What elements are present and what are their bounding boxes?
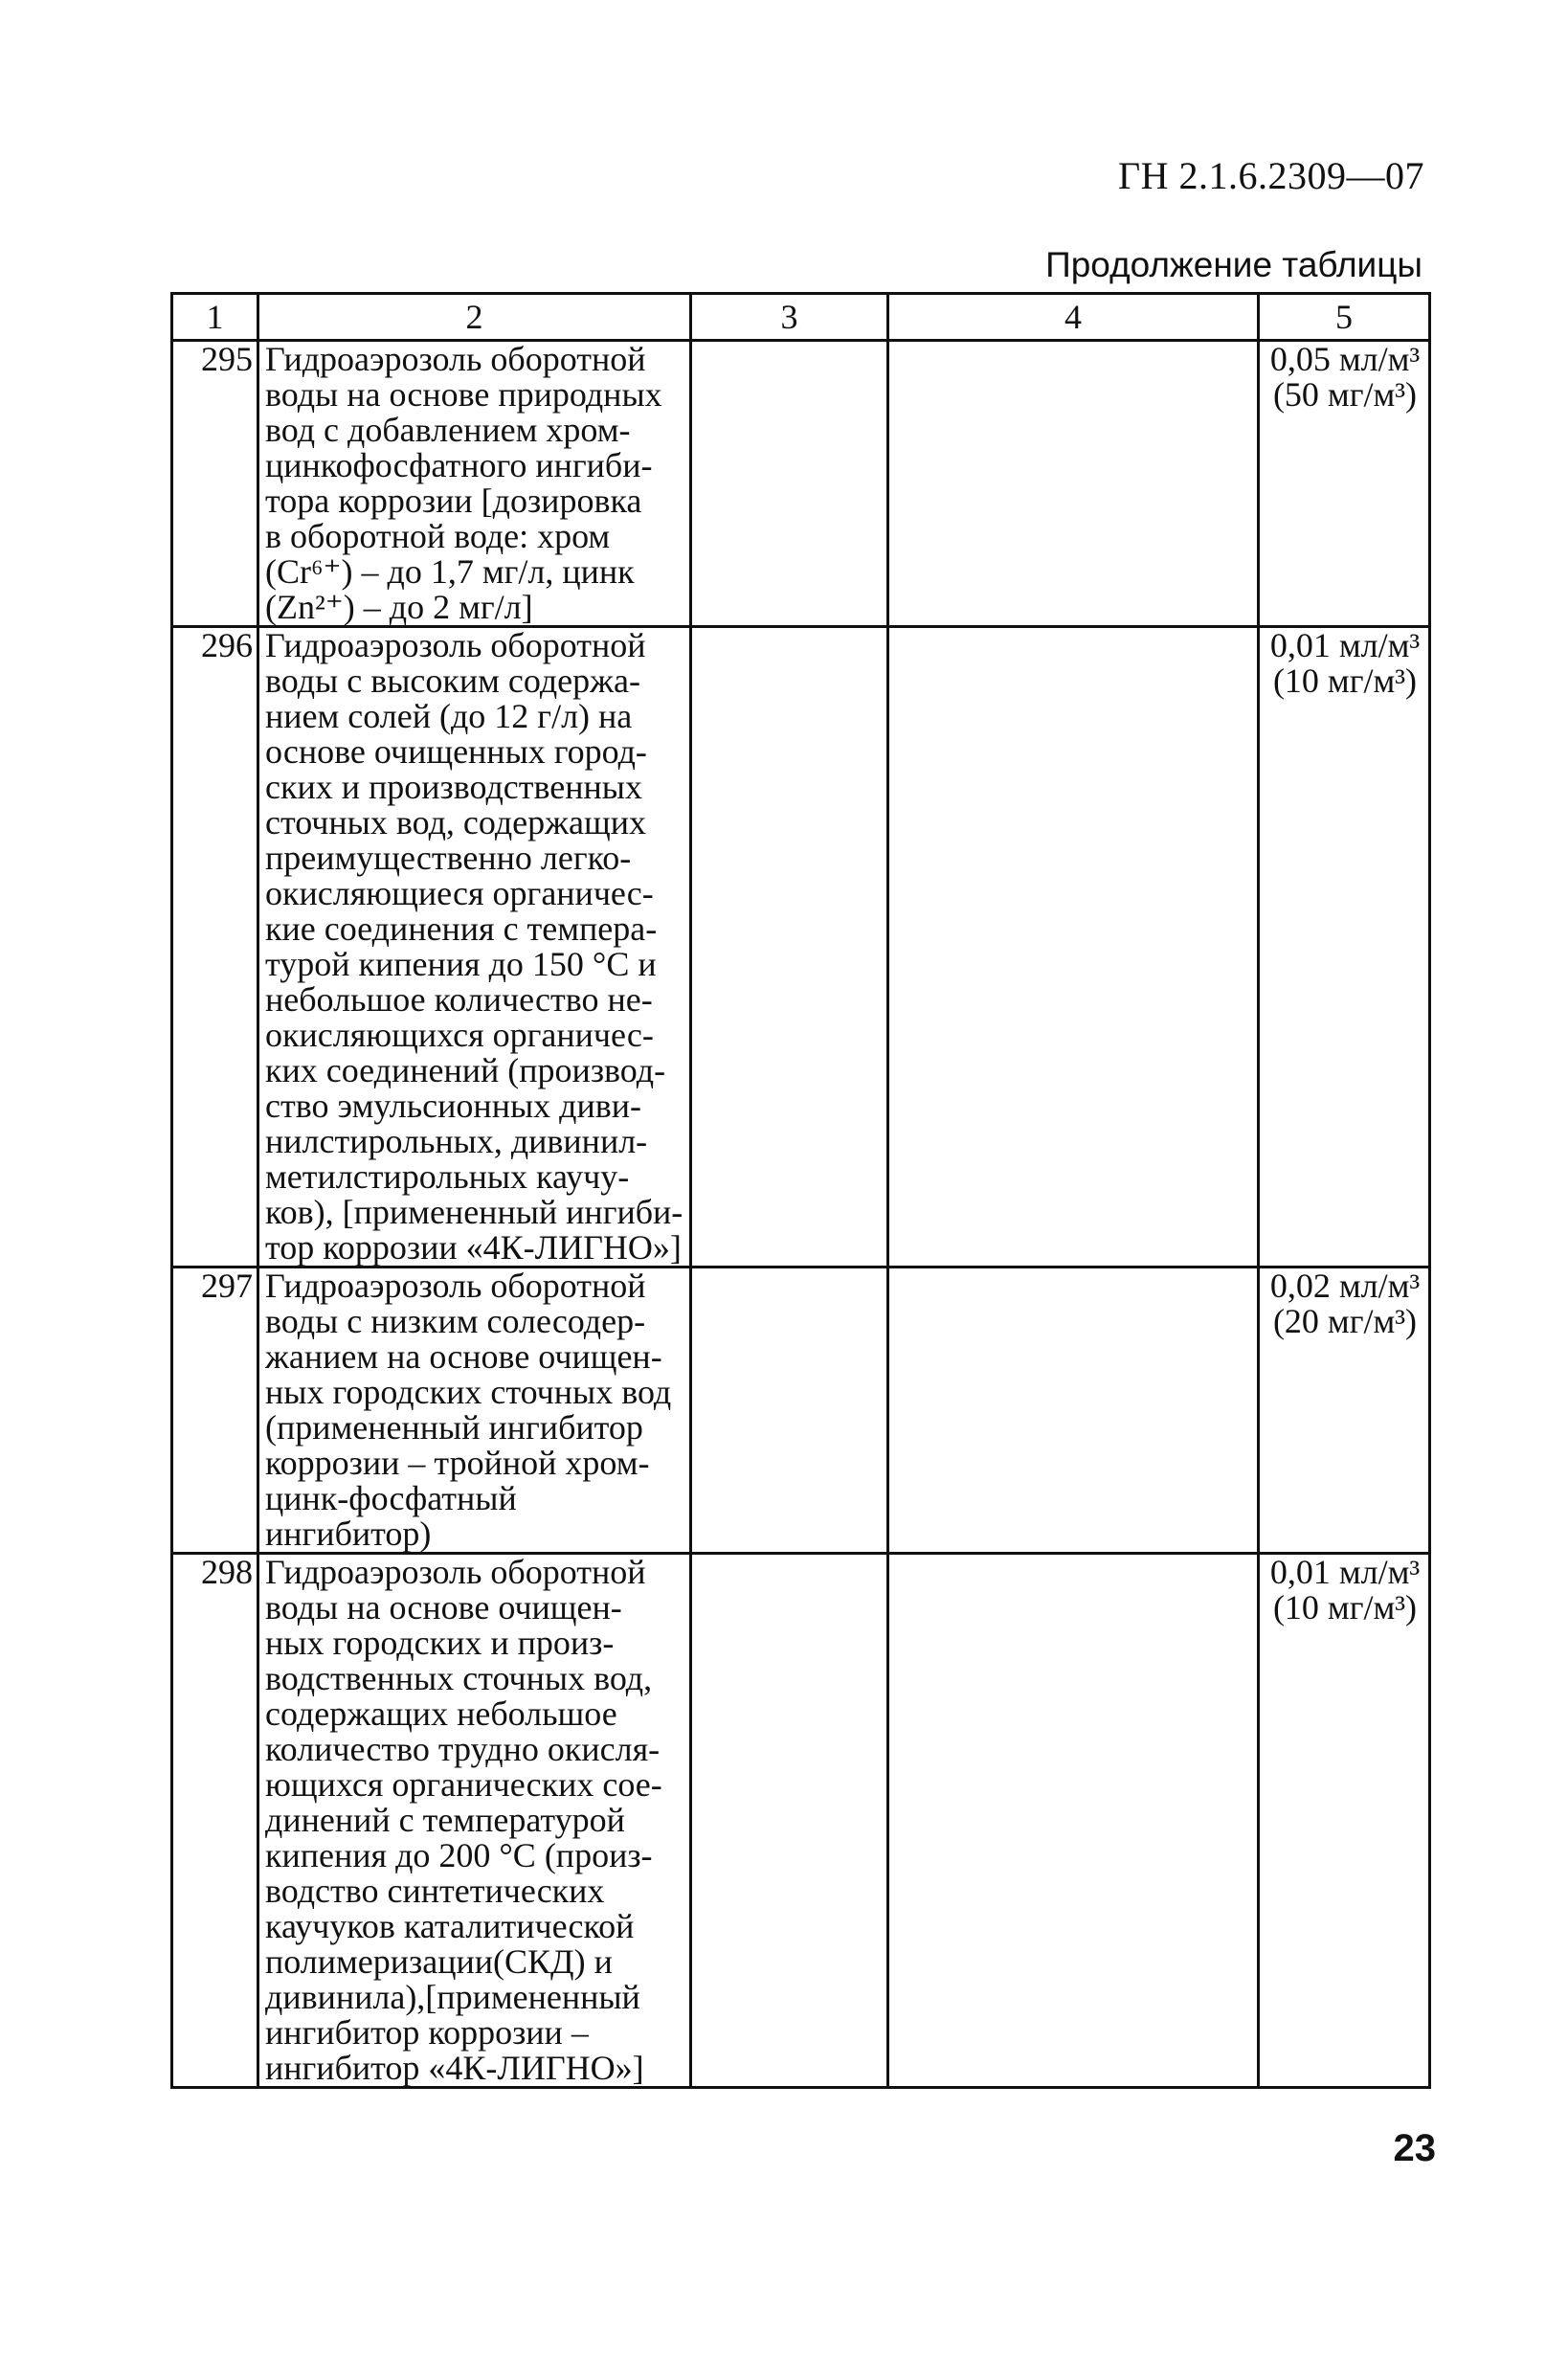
- column-header-5: 5: [1259, 294, 1430, 341]
- page-number: 23: [1393, 2127, 1436, 2169]
- column-header-2: 2: [258, 294, 691, 341]
- column-header-4: 4: [888, 294, 1259, 341]
- concentration-value: 0,05 мл/м³ (50 мг/м³): [1259, 341, 1430, 627]
- cell-col4: [888, 1268, 1259, 1554]
- cell-col3: [691, 1268, 888, 1554]
- concentration-value: 0,01 мл/м³ (10 мг/м³): [1259, 627, 1430, 1268]
- substance-name: Гидроаэрозоль оборотной воды на основе природных вод с добавлением хром- цинкофосфатного ингиби- тора коррозии [дозировка в оборотной воде: хром (Cr⁶⁺) – до 1,7 мг/л, цинк (Zn²⁺) – до 2 мг/л]: [258, 341, 691, 627]
- substances-table: [170, 292, 1431, 2089]
- table-row: [172, 341, 1430, 627]
- table-row: [172, 627, 1430, 1268]
- column-header-3: 3: [691, 294, 888, 341]
- substance-name: Гидроаэрозоль оборотной воды на основе очищен- ных городских и произ- водственных сточных вод, содержащих небольшое количество трудно окисля- ющихся органических сое- динений с температурой кипения до 200 °С (произ- водство синтетических каучуков каталитической полимеризации(СКД) и дивинила),[примененный ингибитор коррозии – ингибитор «4К-ЛИГНО»]: [258, 1554, 691, 2088]
- substance-name: Гидроаэрозоль оборотной воды с низким солесодер- жанием на основе очищен- ных городских сточных вод (примененный ингибитор коррозии – тройной хром- цинк-фосфатный ингибитор): [258, 1268, 691, 1554]
- cell-col4: [888, 341, 1259, 627]
- concentration-value: 0,02 мл/м³ (20 мг/м³): [1259, 1268, 1430, 1554]
- table-row: [172, 1554, 1430, 2088]
- concentration-value: 0,01 мл/м³ (10 мг/м³): [1259, 1554, 1430, 2088]
- column-header-1: 1: [172, 294, 258, 341]
- row-number: 296: [172, 627, 258, 1268]
- cell-col4: [888, 627, 1259, 1268]
- cell-col3: [691, 627, 888, 1268]
- table-caption: Продолжение таблицы: [1045, 245, 1422, 284]
- row-number: 295: [172, 341, 258, 627]
- cell-col4: [888, 1554, 1259, 2088]
- substance-name: Гидроаэрозоль оборотной воды с высоким содержа- нием солей (до 12 г/л) на основе очищенных город- ских и производственных сточных вод, содержащих преимущественно легко- окисляющиеся органичес- кие соединения с темпера- турой кипения до 150 °С и небольшое количество не- окисляющихся органичес- ких соединений (производ- ство эмульсионных диви- нилстирольных, дивинил- метилстирольных каучу- ков), [примененный ингиби- тор коррозии «4К-ЛИГНО»]: [258, 627, 691, 1268]
- document-code: ГН 2.1.6.2309—07: [1117, 154, 1424, 197]
- table-row: [172, 1268, 1430, 1554]
- cell-col3: [691, 341, 888, 627]
- row-number: 297: [172, 1268, 258, 1554]
- column-number-row: [172, 294, 1430, 341]
- cell-col3: [691, 1554, 888, 2088]
- row-number: 298: [172, 1554, 258, 2088]
